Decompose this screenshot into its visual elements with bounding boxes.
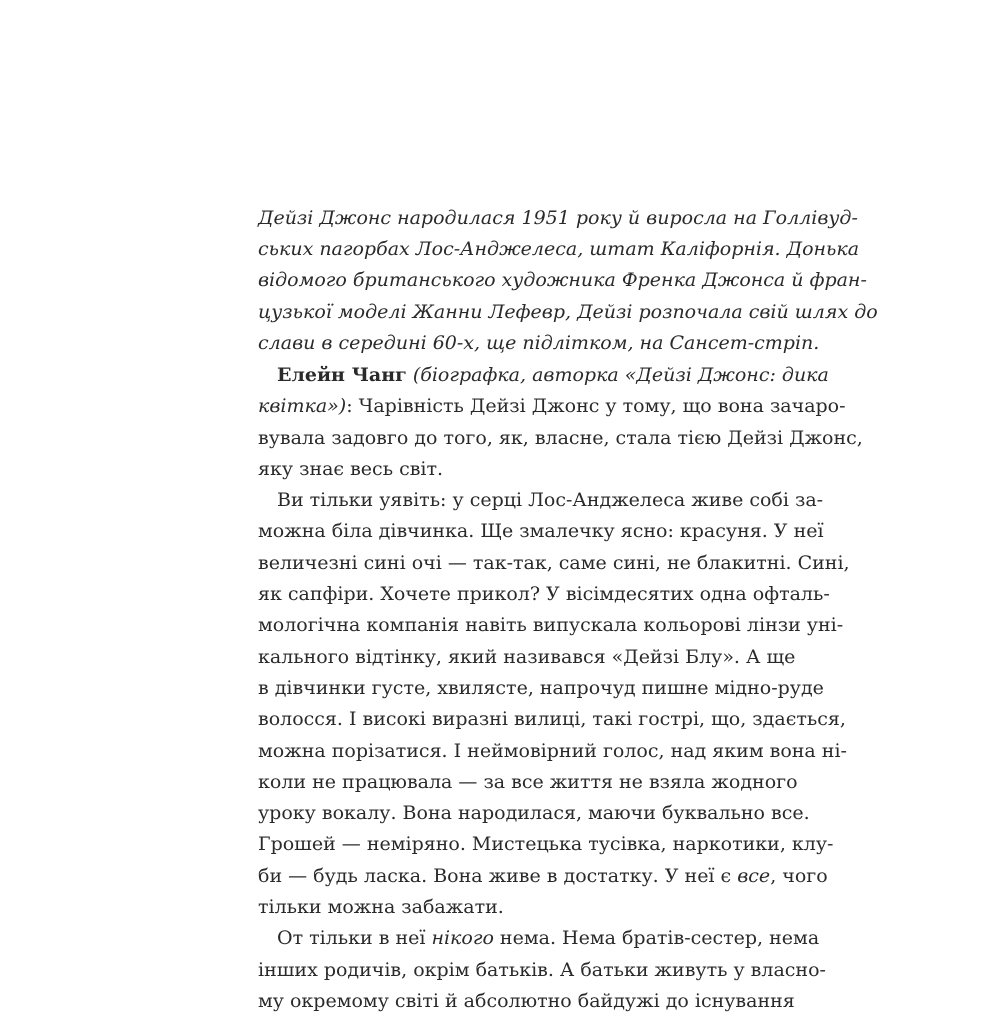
body-line: можна порізатися. І неймовірний голос, над яким вона ні- — [258, 739, 847, 762]
speaker-note: (біографка, авторка «Дейзі Джонс: дика — [406, 364, 829, 386]
emphasis: все — [737, 864, 771, 887]
intro-line: слави в середині 60-х, ще підлітком, на Сансет-стріп. — [258, 331, 820, 354]
body-line: кального відтінку, який називався «Дейзі Блу». А ще — [258, 645, 796, 668]
body-line: інших родичів, окрім батьків. А батьки живуть у власно- — [258, 958, 826, 981]
body-line: уроку вокалу. Вона народилася, маючи буквально все. — [258, 802, 810, 825]
body-text-run: би — будь ласка. Вона живе в достатку. У неї є — [258, 864, 738, 887]
intro-line: ських пагорбах Лос-Анджелеса, штат Каліфорнія. Донька — [258, 238, 860, 261]
body-line: Грошей — неміряно. Мистецька тусівка, наркотики, клу- — [258, 833, 834, 856]
intro-line: Дейзі Джонс народилася 1951 року й виросла на Голлівуд- — [258, 207, 858, 229]
body-line: тільки можна забажати. — [258, 896, 504, 919]
body-line — [258, 391, 846, 422]
intro-paragraph — [258, 203, 878, 359]
body-text-run: : Чарівність Дейзі Джонс у тому, що вона зачаро- — [346, 395, 846, 418]
intro-line: відомого британського художника Френка Джонса й фран- — [258, 269, 867, 292]
body-line: яку знає весь світ. — [258, 457, 444, 480]
interview-text — [258, 360, 863, 1017]
body-line: величезні сині очі — так-так, саме сині, не блакитні. Сині, — [258, 551, 850, 574]
body-line: в дівчинки густе, хвилясте, напрочуд пишне мідно-руде — [258, 676, 824, 699]
intro-line: цузької моделі Жанни Лефевр, Дейзі розпочала свій шлях до — [258, 300, 878, 323]
body-line: коли не працювала — за все життя не взяла жодного — [258, 770, 798, 793]
speaker-name: Елейн Чанг — [277, 364, 407, 386]
body-text-run: От тільки в неї — [277, 927, 432, 950]
body-line: як сапфіри. Хочете прикол? У вісімдесятих одна офталь- — [258, 583, 830, 606]
body-line — [258, 360, 829, 391]
body-text-run: , чого — [770, 864, 828, 887]
body-line: му окремому світі й абсолютно байдужі до існування — [258, 989, 795, 1012]
body-text-run: Ви тільки уявіть: у серці Лос-Анджелеса живе собі за- — [277, 489, 824, 512]
body-line: волосся. І високі виразні вилиці, такі гострі, що, здається, — [258, 708, 846, 731]
emphasis: нікого — [431, 927, 494, 950]
body-line: мологічна компанія навіть випускала кольорові лінзи уні- — [258, 614, 844, 637]
body-line — [258, 861, 828, 892]
body-line — [258, 923, 820, 954]
body-line — [258, 485, 824, 516]
body-line: можна біла дівчинка. Ще змалечку ясно: красуня. У неї — [258, 520, 824, 543]
speaker-note-end: квітка») — [258, 395, 347, 418]
body-line: вувала задовго до того, як, власне, стала тією Дейзі Джонс, — [258, 426, 863, 449]
body-text-run: нема. Нема братів-сестер, нема — [493, 927, 820, 950]
